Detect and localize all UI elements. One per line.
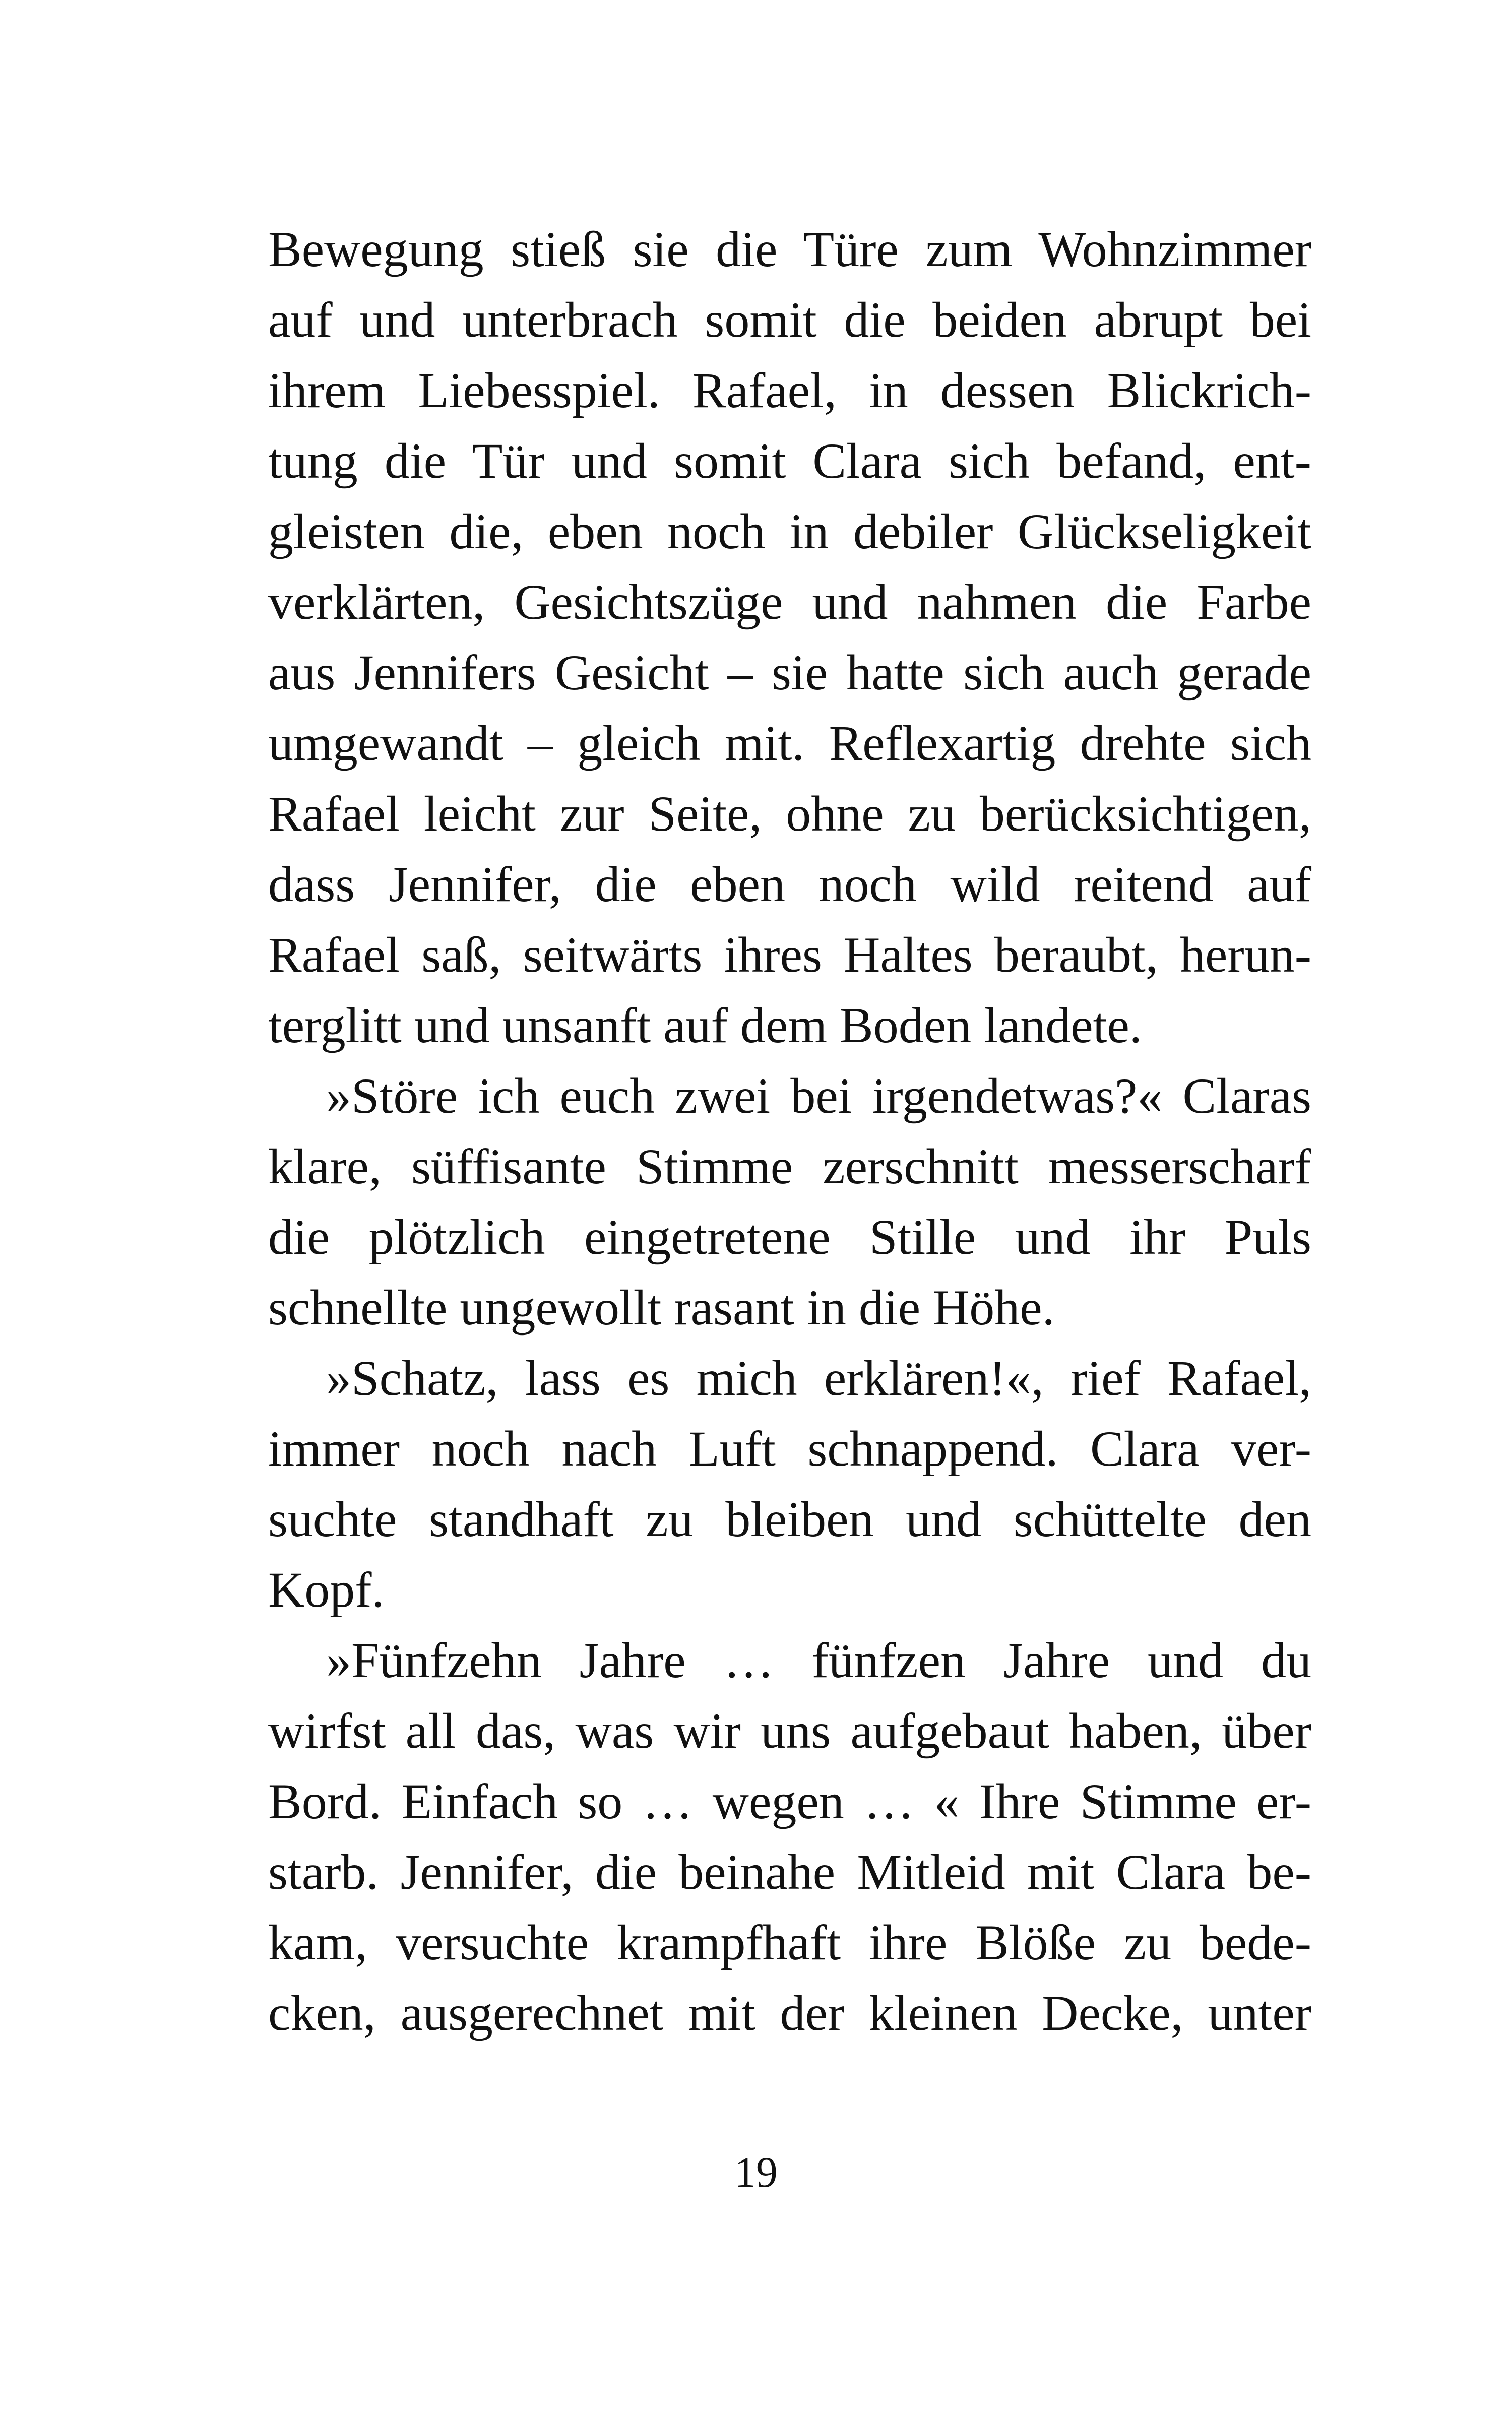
text-line: Kopf. <box>268 1562 385 1618</box>
text-line: die plötzlich eingetretene Stille und ihr Puls <box>268 1209 1311 1265</box>
text-line: ihrem Liebesspiel. Rafael, in dessen Blickrich- <box>268 362 1311 418</box>
text-line: starb. Jennifer, die beinahe Mitleid mit Clara be- <box>268 1844 1311 1900</box>
text-line: klare, süffisante Stimme zerschnitt messerscharf <box>268 1138 1311 1194</box>
text-line: suchte standhaft zu bleiben und schüttelte den <box>268 1491 1311 1547</box>
text-line: Bord. Einfach so … wegen … « Ihre Stimme er- <box>268 1773 1311 1829</box>
text-line: kam, versuchte krampfhaft ihre Blöße zu bede- <box>268 1915 1311 1971</box>
text-line: immer noch nach Luft schnappend. Clara ver- <box>268 1421 1311 1477</box>
text-line: Bewegung stieß sie die Türe zum Wohnzimmer <box>268 221 1311 277</box>
text-line: »Fünfzehn Jahre … fünfzen Jahre und du <box>326 1632 1311 1688</box>
text-line: Rafael leicht zur Seite, ohne zu berücksichtigen, <box>268 786 1311 842</box>
page-number: 19 <box>734 2148 778 2196</box>
text-line: auf und unterbrach somit die beiden abrupt bei <box>268 292 1311 348</box>
text-line: schnellte ungewollt rasant in die Höhe. <box>268 1280 1055 1336</box>
text-line: Rafael saß, seitwärts ihres Haltes beraubt, herun- <box>268 927 1311 983</box>
text-line: dass Jennifer, die eben noch wild reitend auf <box>268 856 1311 912</box>
text-line: gleisten die, eben noch in debiler Glückseligkeit <box>268 503 1311 559</box>
text-line: tung die Tür und somit Clara sich befand, ent- <box>268 433 1311 489</box>
text-line: »Schatz, lass es mich erklären!«, rief Rafael, <box>326 1350 1311 1406</box>
text-line: aus Jennifers Gesicht – sie hatte sich auch gerade <box>268 645 1311 701</box>
text-line: »Störe ich euch zwei bei irgendetwas?« Claras <box>326 1068 1311 1124</box>
text-line: verklärten, Gesichtszüge und nahmen die Farbe <box>268 574 1311 630</box>
text-line: wirfst all das, was wir uns aufgebaut haben, über <box>268 1703 1311 1759</box>
text-line: terglitt und unsanft auf dem Boden landete. <box>268 997 1142 1053</box>
text-line: umgewandt – gleich mit. Reflexartig drehte sich <box>268 715 1311 771</box>
text-line: cken, ausgerechnet mit der kleinen Decke, unter <box>268 1985 1311 2041</box>
